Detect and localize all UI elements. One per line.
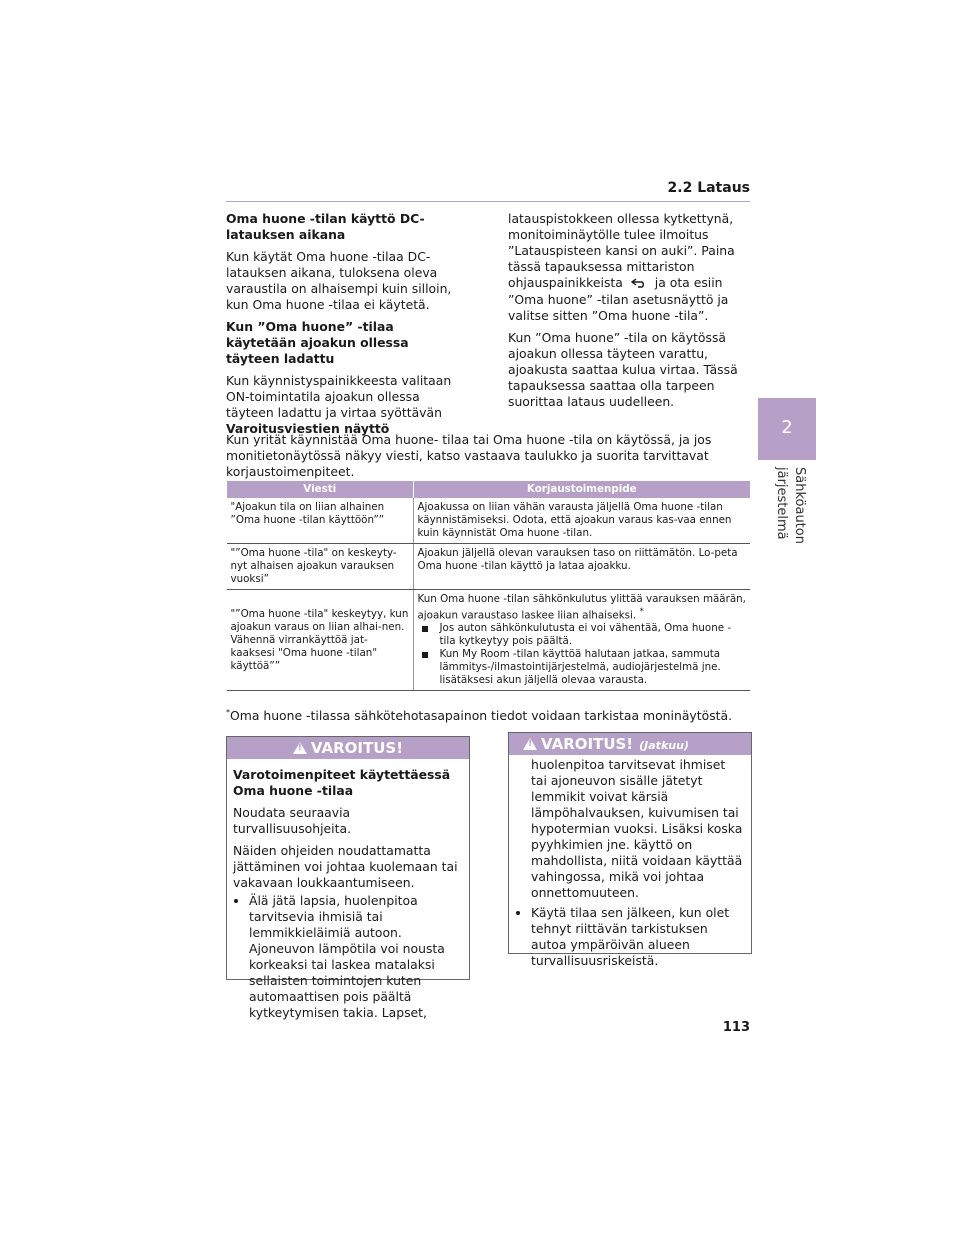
intro-paragraph: Kun yrität käynnistää Oma huone- tilaa tai Oma huone -tila on käytössä, ja jos monitietonäytössä näkyy viesti, katso vastaava taulukko ja suorita tarvittavat korjaustoimenpiteet. bbox=[226, 432, 712, 479]
warning-paragraph: Näiden ohjeiden noudattamatta jättäminen voi johtaa kuolemaan tai vakavaan loukkaantumiseen. bbox=[233, 843, 458, 890]
footnote-text: Oma huone -tilassa sähkötehotasapainon tiedot voidaan tarkistaa moninäytöstä. bbox=[230, 708, 733, 724]
table-row bbox=[227, 498, 751, 544]
section-header bbox=[226, 179, 750, 202]
warning-icon bbox=[523, 738, 537, 750]
footnote-marker: * bbox=[639, 607, 644, 617]
footnote bbox=[226, 705, 750, 724]
left-column bbox=[226, 211, 466, 443]
message-cell: "”Oma huone -tila" on keskeyty-nyt alhaisen ajoakun varauksen vuoksi” bbox=[227, 544, 414, 590]
action-list bbox=[418, 622, 747, 687]
paragraph-recharge: Kun ”Oma huone” -tila on käytössä ajoakun ollessa täyteen varattu, ajoakusta saattaa kulua virtaa. Tässä tapauksessa saattaa olla tarpeen suorittaa lataus uudelleen. bbox=[508, 329, 738, 409]
warning-paragraph: huolenpitoa tarvitsevat ihmiset tai ajoneuvon sisälle jätetyt lemmikit voivat kärsiä lämpöhalvauksen, kuivumisen tai hypotermian vuoksi. Lisäksi koska pyyhkimien jne. käyttö on mahdollista, niitä voidaan käyttää vahingossa, mikä voi johtaa onnettomuuteen. bbox=[531, 757, 743, 900]
continued-label: (Jatkuu) bbox=[639, 739, 689, 752]
paragraph-full-charge: Kun käynnistyspainikkeesta valitaan ON-toimintatila ajoakun ollessa täyteen ladattu ja virtaa syöttävän bbox=[226, 373, 452, 420]
warning-header bbox=[509, 733, 751, 755]
back-arrow-icon bbox=[631, 276, 647, 292]
warning-list bbox=[233, 893, 463, 1021]
chapter-number: 2 bbox=[781, 417, 793, 438]
paragraph-dc-charging: Kun käytät Oma huone -tilaa DC-latauksen aikana, tuloksena oleva varaustila on alhaisempi kuin silloin, kun Oma huone -tilaa ei käytetä. bbox=[226, 249, 452, 312]
warning-paragraph: Noudata seuraavia turvallisuusohjeita. bbox=[233, 805, 352, 836]
paragraph-plug-connected-b: ja ota esiin ”Oma huone” -tilan asetusnäyttö ja valitse sitten ”Oma huone -tila”. bbox=[508, 275, 729, 323]
warning-icon bbox=[293, 742, 307, 754]
warning-header bbox=[227, 737, 469, 759]
action-cell: Ajoakussa on liian vähän varausta jäljellä Oma huone -tilan käynnistämiseksi. Odota, että ajoakun varaus kas-vaa ennen kuin käynnistät Oma huone -tilan. bbox=[413, 498, 750, 544]
action-text: Kun Oma huone -tilan sähkönkulutus ylittää varauksen määrän, ajoakun varaustaso laskee liian alhaiseksi. bbox=[417, 593, 746, 622]
table-row bbox=[227, 590, 751, 691]
list-item: • Käytä tilaa sen jälkeen, kun olet tehnyt riittävän tarkistuksen autoa ympäröivän alueen turvallisuusriskeistä. bbox=[531, 905, 745, 969]
chapter-label: Sähköauton järjestelmä bbox=[774, 467, 807, 544]
chapter-tab bbox=[758, 398, 816, 460]
paragraph-plug-connected bbox=[508, 211, 750, 324]
list-item: Kun My Room -tilan käyttöä halutaan jatkaa, sammuta lämmitys-/ilmastointijärjestelmä, audiojärjestelmä jne. lisätäksesi akun jäljellä olevaa varausta. bbox=[440, 648, 747, 687]
paragraph-plug-connected-a: latauspistokkeen ollessa kytkettynä, monitoiminäytölle tulee ilmoitus ”Latauspisteen kansi on auki”. Paina tässä tapauksessa mittariston ohjauspainikkeista bbox=[508, 211, 735, 290]
heading-full-charge: Kun ”Oma huone” -tilaa käytetään ajoakun ollessa täyteen ladattu bbox=[226, 319, 409, 366]
message-table bbox=[226, 481, 750, 691]
list-item: Jos auton sähkönkulutusta ei voi vähentää, Oma huone -tila kytkeytyy pois päältä. bbox=[440, 622, 747, 648]
message-cell: "Ajoakun tila on liian alhainen ”Oma huone -tilan käyttöön”” bbox=[227, 498, 414, 544]
column-header-action: Korjaustoimenpide bbox=[413, 481, 750, 498]
footnote-mark: * bbox=[226, 708, 230, 717]
heading-warning-messages: Varoitusviestien näyttö bbox=[226, 421, 390, 436]
action-cell: Ajoakun jäljellä olevan varauksen taso on riittämätön. Lo-peta Oma huone -tilan käyttö ja lataa ajoakku. bbox=[413, 544, 750, 590]
warning-body bbox=[227, 759, 469, 1025]
message-cell: "”Oma huone -tila" keskeytyy, kun ajoakun varaus on liian alhai-nen. Vähennä virrankäyttöä jat-kaaksesi "Oma huone -tilan" käyttöä”” bbox=[227, 590, 414, 691]
warning-list bbox=[515, 905, 745, 969]
section-title: 2.2 Lataus bbox=[667, 180, 750, 196]
heading-dc-charging: Oma huone -tilan käyttö DC-latauksen aikana bbox=[226, 211, 425, 242]
action-cell bbox=[413, 590, 750, 691]
page-number: 113 bbox=[722, 1020, 750, 1035]
warning-body bbox=[509, 755, 751, 973]
right-column bbox=[508, 211, 750, 416]
warning-box bbox=[226, 736, 470, 1020]
warning-heading: Varotoimenpiteet käytettäessä Oma huone -tilaa bbox=[233, 767, 451, 798]
warning-box-continued bbox=[508, 732, 752, 968]
list-item: • Älä jätä lapsia, huolenpitoa tarvitsevia ihmisiä tai lemmikkieläimiä autoon. Ajoneuvon lämpötila voi nousta korkeaksi tai laskea matalaksi sellaisten toimintojen kuten automaattisen pois päältä kytkeytymisen takia. Lapset, bbox=[249, 893, 463, 1021]
warning-title: VAROITUS! bbox=[541, 735, 634, 753]
table-row bbox=[227, 544, 751, 590]
warning-title: VAROITUS! bbox=[310, 739, 404, 757]
column-header-message: Viesti bbox=[227, 481, 414, 498]
